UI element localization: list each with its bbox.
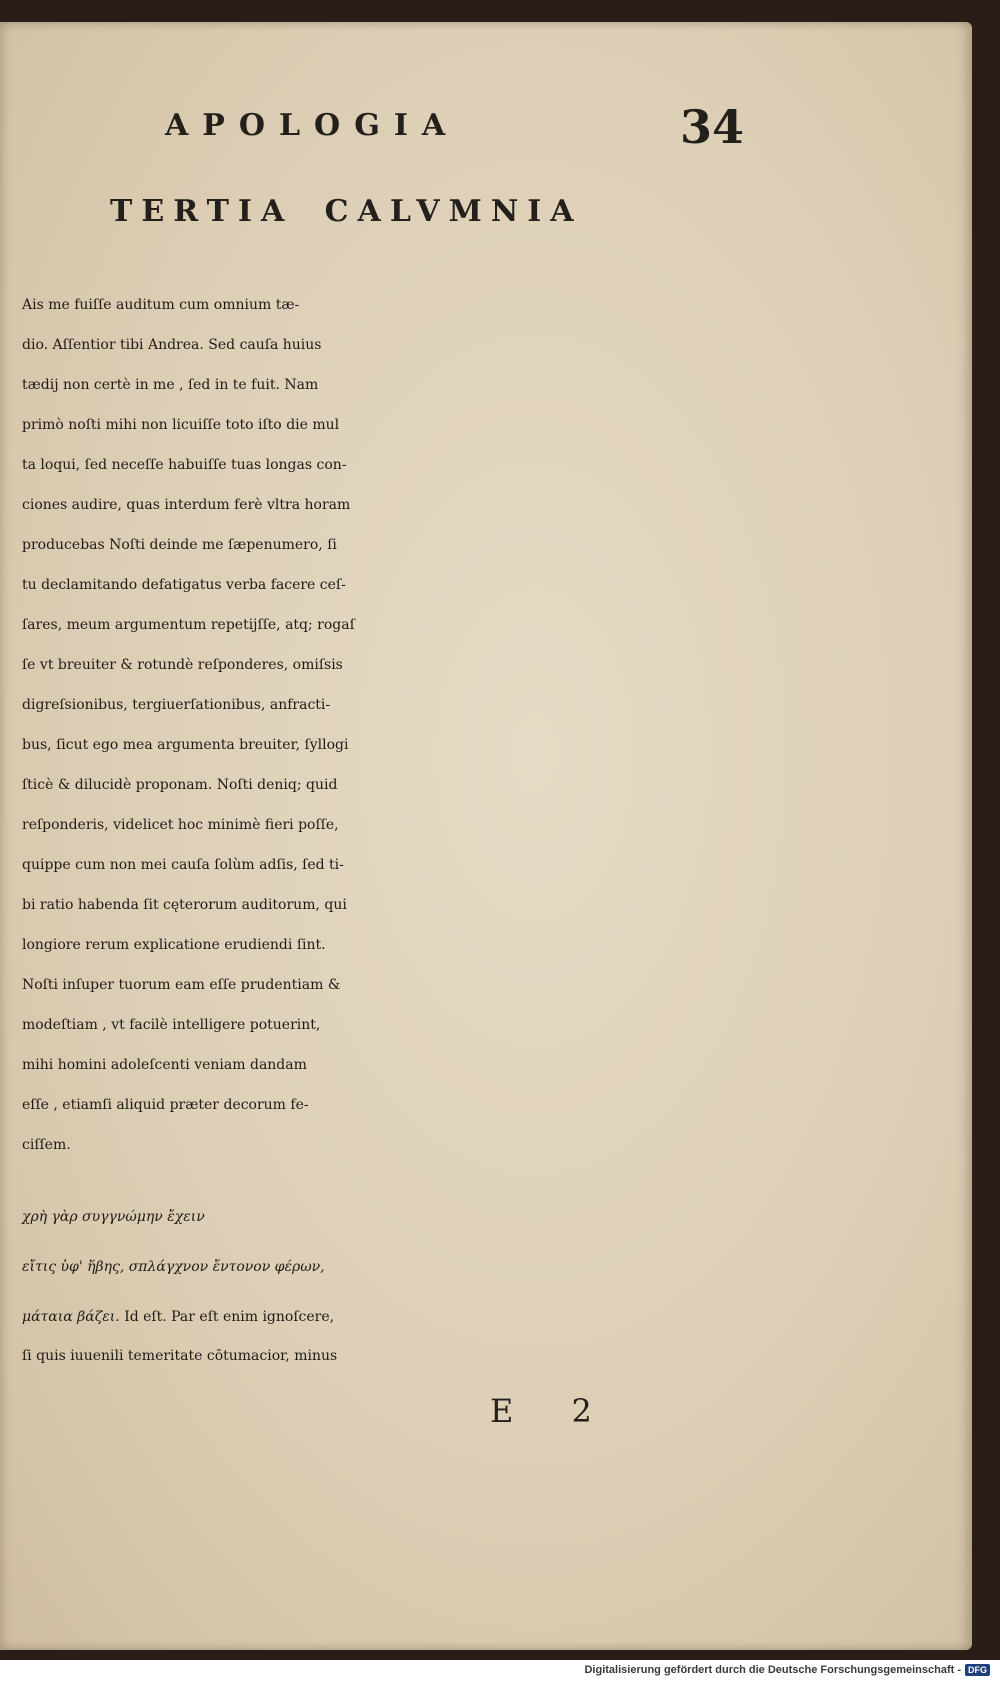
greek-quotation (22, 1192, 722, 1342)
translation-start: Id eſt. Par eſt enim ignoſcere, (124, 1309, 335, 1325)
body-line: tædij non certè in me , ſed in te fuit. Nam (22, 377, 319, 393)
body-line: bus, ſicut ego mea argumenta breuiter, ſyllogi (22, 737, 349, 753)
greek-line: χρὴ γὰρ συγγνώμην ἔχειν (22, 1209, 205, 1225)
body-text (22, 285, 722, 1165)
body-line: tu declamitando defatigatus verba facere ceſ- (22, 577, 346, 593)
body-line: bi ratio habenda ſit cęterorum auditorum, qui (22, 897, 347, 913)
page-number: 34 (680, 100, 745, 154)
body-line: ſares, meum argumentum repetijſſe, atq; rogaſ (22, 617, 355, 633)
greek-line-end: μάταια βάζει. (22, 1309, 120, 1325)
body-line: producebas Noſti deinde me ſæpenumero, ſi (22, 537, 337, 553)
body-line: Ais me fuiſſe auditum cum omnium tæ- (22, 297, 300, 313)
greek-line: εἴτις ὑφ' ἥβης, σπλάγχνον ἔντονον φέρων, (22, 1259, 325, 1275)
body-line: ciones audire, quas interdum ferè vltra horam (22, 497, 351, 513)
body-line: eſſe , etiamſi aliquid præter decorum fe- (22, 1097, 309, 1113)
signature-mark: E 2 (490, 1392, 616, 1430)
section-title: TERTIA CALVMNIA (110, 194, 583, 229)
body-line: dio. Aſſentior tibi Andrea. Sed cauſa huius (22, 337, 322, 353)
body-line: modeſtiam , vt facilè intelligere potuerint, (22, 1017, 321, 1033)
running-head: APOLOGIA (165, 108, 460, 143)
dfg-logo-icon: DFG (965, 1664, 990, 1676)
body-line: mihi homini adoleſcenti veniam dandam (22, 1057, 307, 1073)
digitization-footer (584, 1664, 990, 1676)
body-line: quippe cum non mei cauſa ſolùm adſis, ſed ti- (22, 857, 344, 873)
body-line: digreſsionibus, tergiuerſationibus, anfracti- (22, 697, 331, 713)
latin-translation (22, 1335, 722, 1377)
body-line: ſi quis iuuenili temeritate cōtumacior, minus (22, 1348, 338, 1364)
body-line: ſticè & dilucidè proponam. Noſti deniq; quid (22, 777, 338, 793)
body-line: primò noſti mihi non licuiſſe toto iſto die mul (22, 417, 340, 433)
body-line: reſponderis, videlicet hoc minimè fieri poſſe, (22, 817, 339, 833)
body-line: ſe vt breuiter & rotundè reſponderes, omiſsis (22, 657, 343, 673)
body-line: Noſti inſuper tuorum eam eſſe prudentiam & (22, 977, 341, 993)
footer-credit: Digitalisierung gefördert durch die Deutsche Forschungsgemeinschaft - (584, 1664, 961, 1676)
body-line: longiore rerum explicatione erudiendi ſint. (22, 937, 326, 953)
body-line: ciſſem. (22, 1137, 71, 1153)
body-line: ta loqui, ſed neceſſe habuiſſe tuas longas con- (22, 457, 347, 473)
